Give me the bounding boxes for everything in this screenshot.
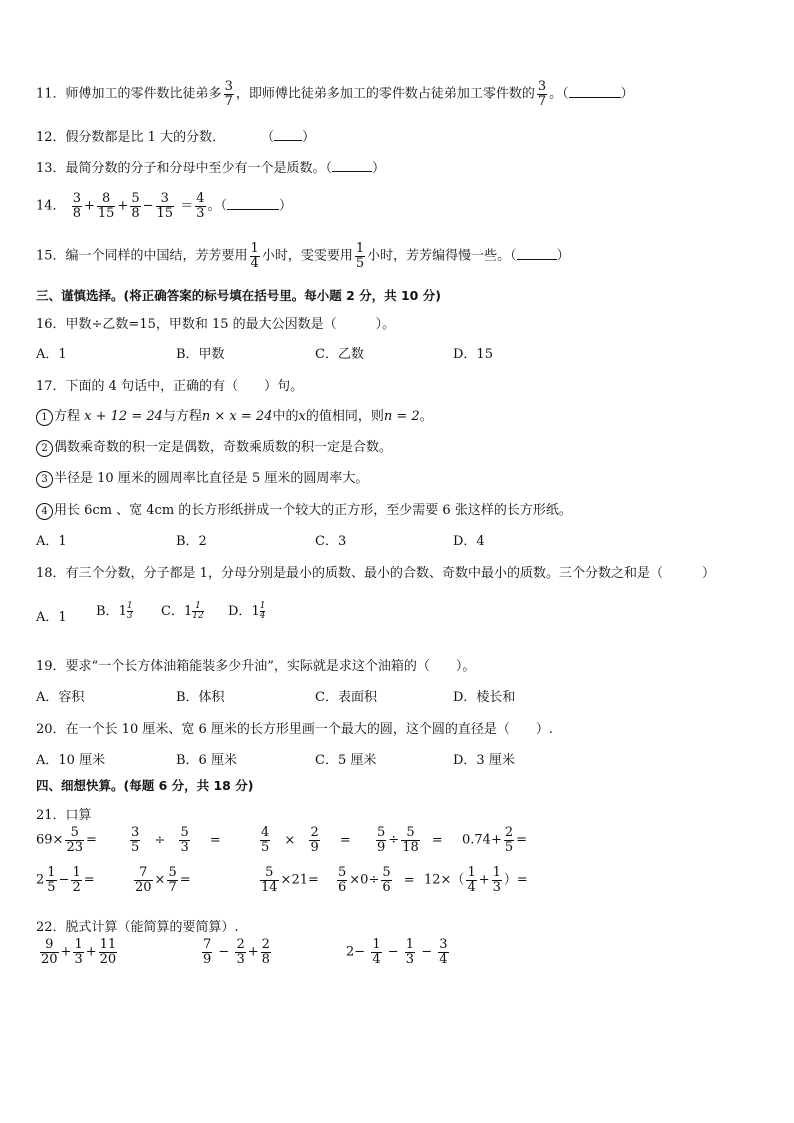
circled-number-3: 3 — [36, 471, 53, 488]
q16-option-d[interactable]: D．15 — [453, 347, 493, 362]
q17-option-b[interactable]: B．2 — [176, 534, 207, 549]
circled-number-1: 1 — [36, 409, 53, 426]
calc-10: 12×（ $\frac{1}{4}$ + $\frac{1}{3}$ ）= — [424, 865, 528, 895]
question-20: 20．在一个长 10 厘米、宽 6 厘米的长方形里画一个最大的圆，这个圆的直径是（ ）. — [36, 722, 554, 737]
q12-answer-blank[interactable] — [274, 128, 302, 141]
q19-option-c[interactable]: C．表面积 — [315, 690, 377, 705]
calc-4: $\frac{5}{9}$ ÷ $\frac{5}{18}$ = — [377, 825, 443, 855]
q18-option-b[interactable]: B．1 $\frac{1}{3}$ — [96, 601, 133, 621]
q16-option-a[interactable]: A．1 — [36, 347, 67, 362]
q14-term-2: $\frac{8}{15}$ — [97, 191, 115, 221]
q18-option-d[interactable]: D．1 $\frac{1}{4}$ — [228, 601, 266, 621]
q17-option-c[interactable]: C．3 — [315, 534, 347, 549]
q18-option-a[interactable]: A．1 — [36, 610, 67, 625]
question-21-title: 21．口算 — [36, 808, 92, 823]
calc-1: 69× $\frac{5}{23}$ = — [36, 825, 97, 855]
q19-option-d[interactable]: D．棱长和 — [453, 690, 516, 705]
q17-statement-4: 4 用长 6cm 、宽 4cm 的长方形纸拼成一个较大的正方形，至少需要 6 张这样的长方形纸。 — [36, 499, 572, 520]
calc-6: 2 $\frac{1}{5}$ − $\frac{1}{2}$ = — [36, 865, 95, 895]
question-16: 16．甲数÷乙数=15，甲数和 15 的最大公因数是（ ）。 — [36, 317, 396, 332]
calc-8: $\frac{5}{14}$ ×21= — [261, 865, 319, 895]
calc-2: $\frac{3}{5}$ ÷ $\frac{5}{3}$ = — [131, 825, 221, 855]
q15-fraction-2: $\frac{1}{5}$ — [355, 241, 365, 271]
question-14: 14． $\frac{3}{8}$ + $\frac{8}{15}$ + $\frac{5}{8}$ − $\frac{3}{15}$ ＝ $\frac{4}{3}$ 。（ ） — [36, 191, 293, 221]
q14-answer-blank[interactable] — [227, 197, 279, 210]
q16-option-c[interactable]: C．乙数 — [315, 347, 364, 362]
q19-option-b[interactable]: B．体积 — [176, 690, 225, 705]
expr-2: $\frac{7}{9}$ − $\frac{2}{3}$ + $\frac{2}{8}$ — [203, 937, 270, 967]
q20-option-a[interactable]: A．10 厘米 — [36, 753, 106, 768]
expr-3: 2− $\frac{1}{4}$ − $\frac{1}{3}$ − $\frac{3}{4}$ — [346, 937, 448, 967]
q14-term-3: $\frac{5}{8}$ — [131, 191, 140, 221]
q17-option-a[interactable]: A．1 — [36, 534, 67, 549]
question-15: 15．编一个同样的中国结，芳芳要用 $\frac{1}{4}$ 小时，雯雯要用 $\frac{1}{5}$ 小时，芳芳编得慢一些。（ ） — [36, 241, 570, 271]
q11-fraction-1: $\frac{3}{7}$ — [224, 79, 233, 109]
q11-fraction-2: $\frac{3}{7}$ — [537, 79, 547, 109]
q11-text-b: ，即师傅比徒弟多加工的零件数占徒弟加工零件数的 — [235, 86, 535, 102]
q16-option-b[interactable]: B．甲数 — [176, 347, 225, 362]
calc-3: $\frac{4}{5}$ × $\frac{2}{9}$ = — [261, 825, 351, 855]
question-12: 12．假分数都是比 1 大的分数． （ ） — [36, 130, 316, 145]
question-13: 13．最简分数的分子和分母中至少有一个是质数。（ ） — [36, 161, 386, 176]
q15-fraction-1: $\frac{1}{4}$ — [250, 241, 259, 271]
q14-term-4: $\frac{3}{15}$ — [156, 191, 174, 221]
q20-option-d[interactable]: D．3 厘米 — [453, 753, 515, 768]
question-22-title: 22．脱式计算（能简算的要简算）. — [36, 920, 239, 935]
q17-option-d[interactable]: D．4 — [453, 534, 485, 549]
question-19: 19．要求“一个长方体油箱能装多少升油”，实际就是求这个油箱的（ ）。 — [36, 659, 476, 674]
calc-7: $\frac{7}{20}$ × $\frac{5}{7}$ = — [135, 865, 191, 895]
q11-text-a: 师傅加工的零件数比徒弟多 — [65, 86, 222, 102]
circled-number-4: 4 — [36, 503, 53, 520]
q14-result: $\frac{4}{3}$ — [196, 191, 205, 221]
question-17: 17．下面的 4 句话中，正确的有（ ）句。 — [36, 379, 304, 394]
q17-statement-2: 2 偶数乘奇数的积一定是偶数，奇数乘质数的积一定是合数。 — [36, 436, 392, 457]
q15-answer-blank[interactable] — [517, 247, 557, 260]
question-11: 11．师傅加工的零件数比徒弟多 $\frac{3}{7}$ ，即师傅比徒弟多加工的零件数占徒弟加工零件数的 $\frac{3}{7}$ 。（ ） — [36, 79, 634, 109]
question-18: 18．有三个分数，分子都是 1，分母分别是最小的质数、最小的合数、奇数中最小的质数。三个分数之和是（ ） — [36, 566, 715, 581]
q18-option-c[interactable]: C．1 $\frac{1}{12}$ — [161, 601, 204, 621]
q11-answer-blank[interactable] — [569, 85, 621, 98]
section-4-heading: 四、细想快算。(每题 6 分，共 18 分) — [36, 778, 254, 793]
calc-9: $\frac{5}{6}$ ×0÷ $\frac{5}{6}$ = — [338, 865, 415, 895]
q14-term-1: $\frac{3}{8}$ — [72, 191, 81, 221]
q13-answer-blank[interactable] — [332, 159, 372, 172]
q11-number: 11． — [36, 86, 66, 102]
calc-5: 0.74+ $\frac{2}{5}$ = — [462, 825, 528, 855]
q17-statement-3: 3 半径是 10 厘米的圆周率比直径是 5 厘米的圆周率大。 — [36, 467, 368, 488]
expr-1: $\frac{9}{20}$ + $\frac{1}{3}$ + $\frac{11}{20}$ — [41, 937, 117, 967]
q20-option-b[interactable]: B．6 厘米 — [176, 753, 237, 768]
q20-option-c[interactable]: C．5 厘米 — [315, 753, 377, 768]
section-3-heading: 三、谨慎选择。(将正确答案的标号填在括号里。每小题 2 分，共 10 分) — [36, 288, 441, 303]
q17-statement-1: 1 方程 x + 12 = 24与方程n × x = 24中的x的值相同，则n = 2。 — [36, 405, 433, 426]
q19-option-a[interactable]: A．容积 — [36, 690, 85, 705]
circled-number-2: 2 — [36, 440, 53, 457]
